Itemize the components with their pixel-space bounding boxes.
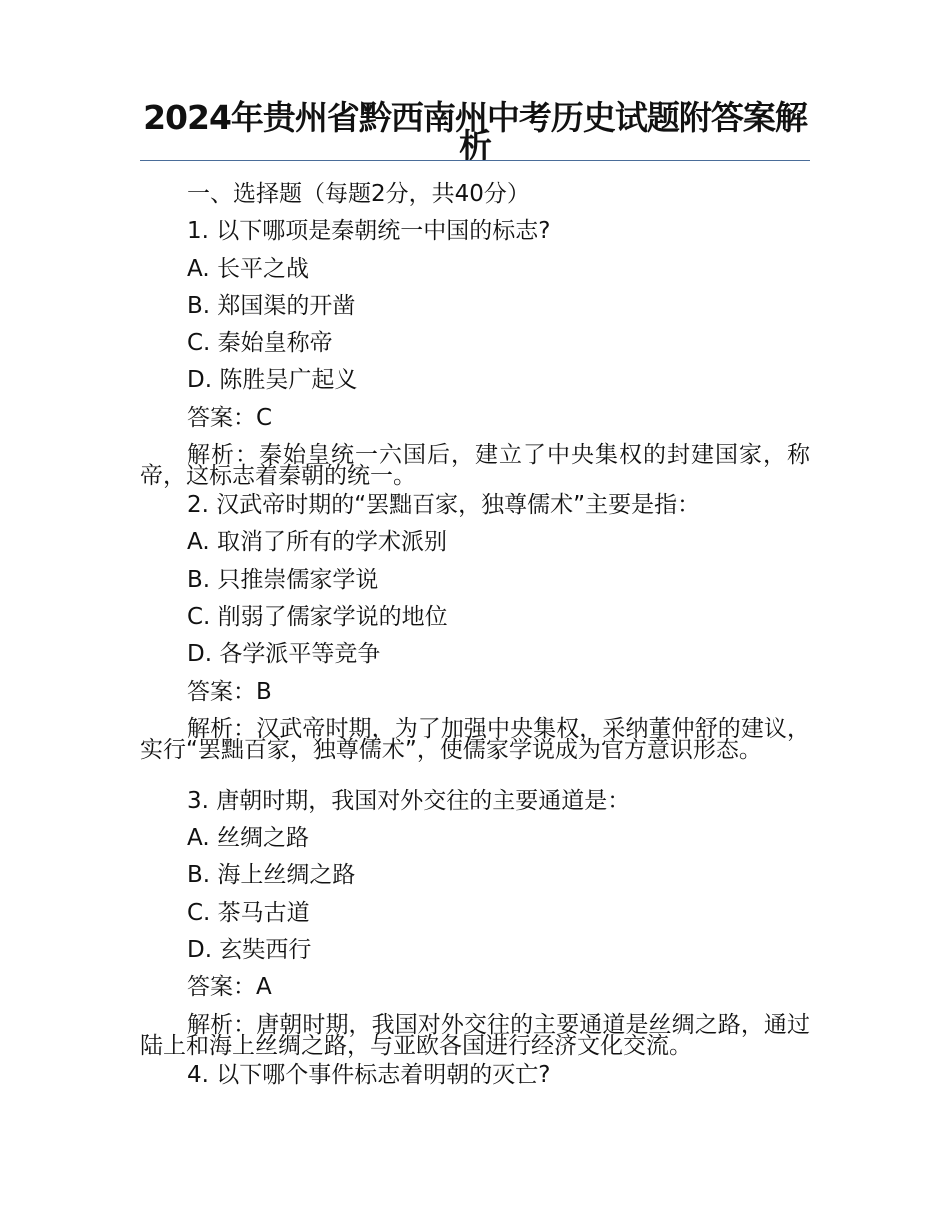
question-option: A. 取消了所有的学术派别 xyxy=(187,529,447,556)
question-option: B. 郑国渠的开凿 xyxy=(187,292,356,319)
question-option: C. 削弱了儒家学说的地位 xyxy=(187,603,448,630)
document-body xyxy=(140,178,810,1096)
document-title: 2024年贵州省黔西南州中考历史试题附答案解析 xyxy=(143,98,807,165)
question-answer: 答案：C xyxy=(187,404,273,431)
question-explanation: 解析：秦始皇统一六国后，建立了中央集权的封建国家，称帝，这标志着秦朝的统一。 xyxy=(140,442,810,490)
question-answer: 答案：A xyxy=(187,974,272,1001)
question-stem: 3. 唐朝时期，我国对外交往的主要通道是： xyxy=(187,787,631,814)
question-stem: 2. 汉武帝时期的“罢黜百家，独尊儒术”主要是指： xyxy=(187,492,701,519)
question-option: C. 茶马古道 xyxy=(187,899,310,926)
question-explanation: 解析：汉武帝时期，为了加强中央集权，采纳董仲舒的建议，实行“罢黜百家，独尊儒术”，使儒家学说成为官方意识形态。 xyxy=(140,715,810,763)
question-stem: 1. 以下哪项是秦朝统一中国的标志? xyxy=(187,218,551,245)
question-option: D. 各学派平等竞争 xyxy=(187,641,381,668)
question-option: D. 陈胜吴广起义 xyxy=(187,367,358,394)
question-option: B. 只推崇儒家学说 xyxy=(187,566,379,593)
question-option: D. 玄奘西行 xyxy=(187,937,312,964)
section-heading: 一、选择题（每题2分，共40分） xyxy=(187,181,530,207)
question-option: B. 海上丝绸之路 xyxy=(187,862,356,889)
question-option: C. 秦始皇称帝 xyxy=(187,330,333,357)
question-option: A. 长平之战 xyxy=(187,255,309,282)
question-stem: 4. 以下哪个事件标志着明朝的灭亡? xyxy=(187,1061,551,1088)
question-option: A. 丝绸之路 xyxy=(187,825,309,852)
question-explanation: 解析：唐朝时期，我国对外交往的主要通道是丝绸之路，通过陆上和海上丝绸之路，与亚欧各国进行经济文化交流。 xyxy=(140,1011,810,1059)
title-underline xyxy=(140,160,810,161)
question-answer: 答案：B xyxy=(187,678,272,705)
